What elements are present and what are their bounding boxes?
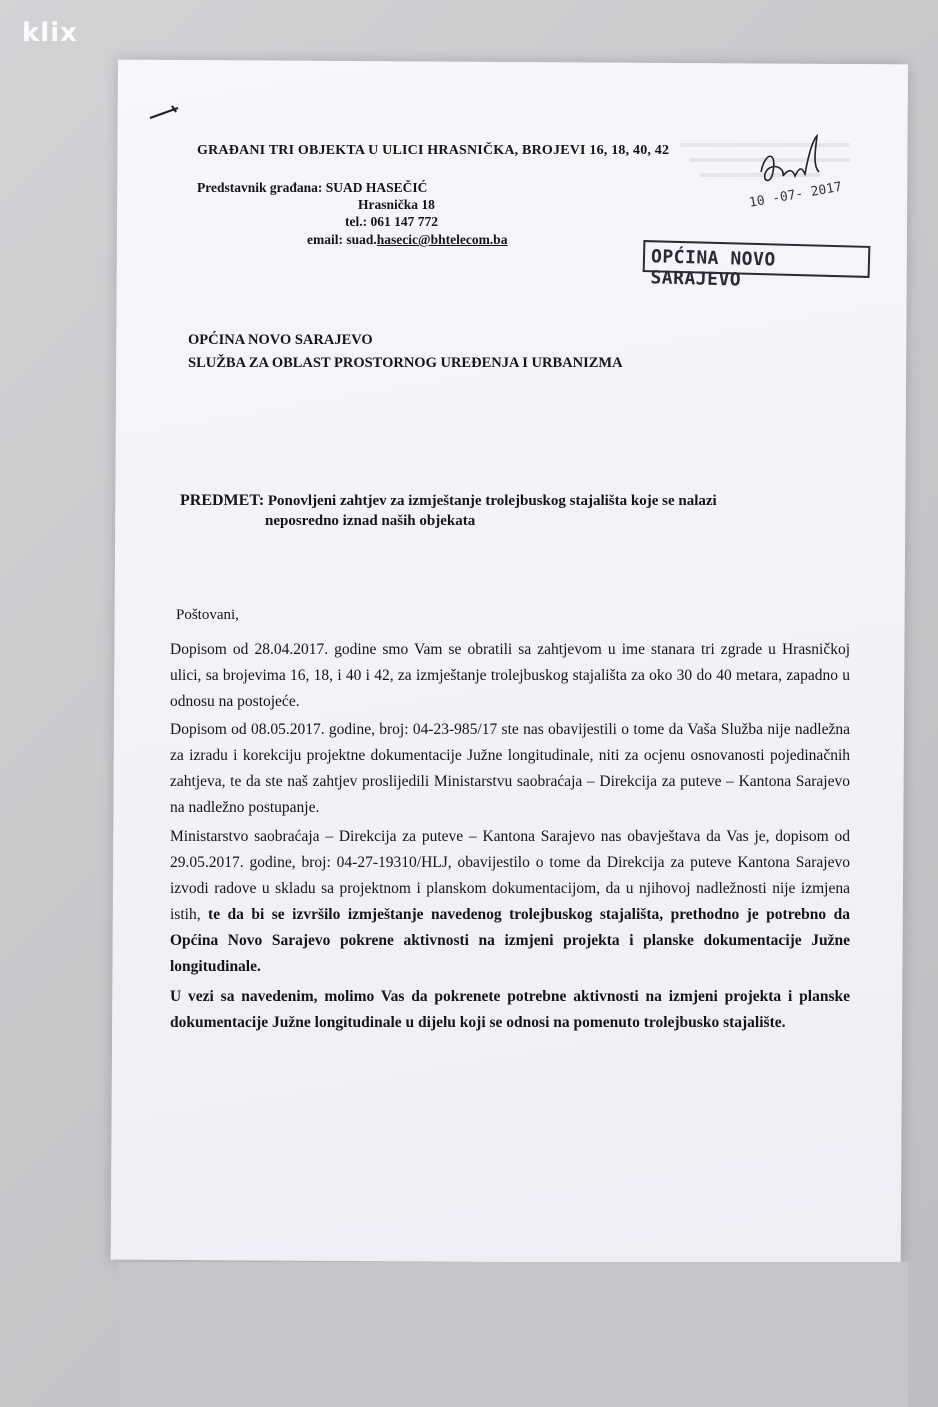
email-address: hasecic@bhtelecom.ba (376, 232, 508, 247)
sender-address: Hrasnička 18 (358, 197, 435, 212)
office-stamp-text: OPĆINA NOVO SARAJEVO (650, 246, 776, 291)
paragraph-4: U vezi sa navedenim, molimo Vas da pokrenete potrebne aktivnosti na izmjeni projekta i planske dokumentacije Južne longitudinale u dijelu koji se odnosi na pomenuto trolejbusko stajalište. (170, 988, 850, 1031)
signature (755, 132, 825, 192)
subject-text-2: neposredno iznad naših objekata (265, 513, 476, 529)
rep-label: Predstavnik građana: (197, 180, 323, 195)
received-date-stamp: 10 -07- 2017 (748, 179, 844, 211)
rep-name: SUAD HASEČIĆ (325, 180, 428, 195)
tel-label: tel.: (345, 214, 368, 229)
table-surface (118, 1262, 908, 1407)
paragraph-2: Dopisom od 08.05.2017. godine, broj: 04-23-985/17 ste nas obavijestili o tome da Vaša Služba nije nadležna za izradu i korekciju projektne dokumentacije Južne longitudinale, niti za ocjenu osnovanosti pojedinačnih zahtjeva, te da ste naš zahtjev proslijedili Ministarstvu saobraćaja – Direkcija za puteve – Kantona Sarajevo na nadležno postupanje. (170, 721, 850, 816)
paragraph-3-normal: Ministarstvo saobraćaja – Direkcija za puteve – Kantona Sarajevo nas obavještava da Vas je, dopisom od 29.05.2017. godine, broj: 04-27-19310/HLJ, obavijestilo o tome da Direkcija za puteve Kantona Sarajevo izvodi radove u skladu sa projektnom i planskom dokumentacijom, da u njihovoj nadležnosti nije izmjena istih, (170, 828, 850, 923)
subject-label: PREDMET: (180, 492, 265, 509)
office-stamp (643, 240, 871, 291)
sender-title: GRAĐANI TRI OBJEKTA U ULICI HRASNIČKA, BROJEVI 16, 18, 40, 42 (197, 143, 670, 158)
email-prefix: suad. (346, 232, 377, 247)
email-label: email: (307, 232, 343, 247)
sender-representative (197, 180, 427, 196)
pen-mark (148, 102, 188, 122)
recipient-line-1: OPĆINA NOVO SARAJEVO (188, 332, 373, 348)
paragraph-1: Dopisom od 28.04.2017. godine smo Vam se obratili sa zahtjevom u ime stanara tri zgrade u Hrasničkoj ulici, sa brojevima 16, 18, i 40 i 42, za izmještanje trolejbuskog stajališta za oko 30 do 40 metara, zapadno u odnosu na postojeće. (170, 641, 850, 710)
paragraph-3-bold: te da bi se izvršilo izmještanje navedenog trolejbuskog stajališta, prethodno je potrebno da Općina Novo Sarajevo pokrene aktivnosti na izmjeni projekta i planske dokumentacije Južne longitudinale. (170, 906, 850, 975)
recipient-line-2: SLUŽBA ZA OBLAST PROSTORNOG UREĐENJA I URBANIZMA (188, 355, 623, 371)
greeting: Poštovani, (176, 607, 239, 623)
tel-value: 061 147 772 (370, 214, 438, 229)
sender-email (307, 232, 507, 248)
subject-text-1: Ponovljeni zahtjev za izmještanje trolejbuskog stajališta koje se nalazi (267, 493, 717, 509)
watermark-logo: klix (22, 18, 78, 48)
paragraph-3 (170, 824, 850, 980)
sender-phone (345, 214, 438, 230)
subject-line (180, 492, 800, 510)
